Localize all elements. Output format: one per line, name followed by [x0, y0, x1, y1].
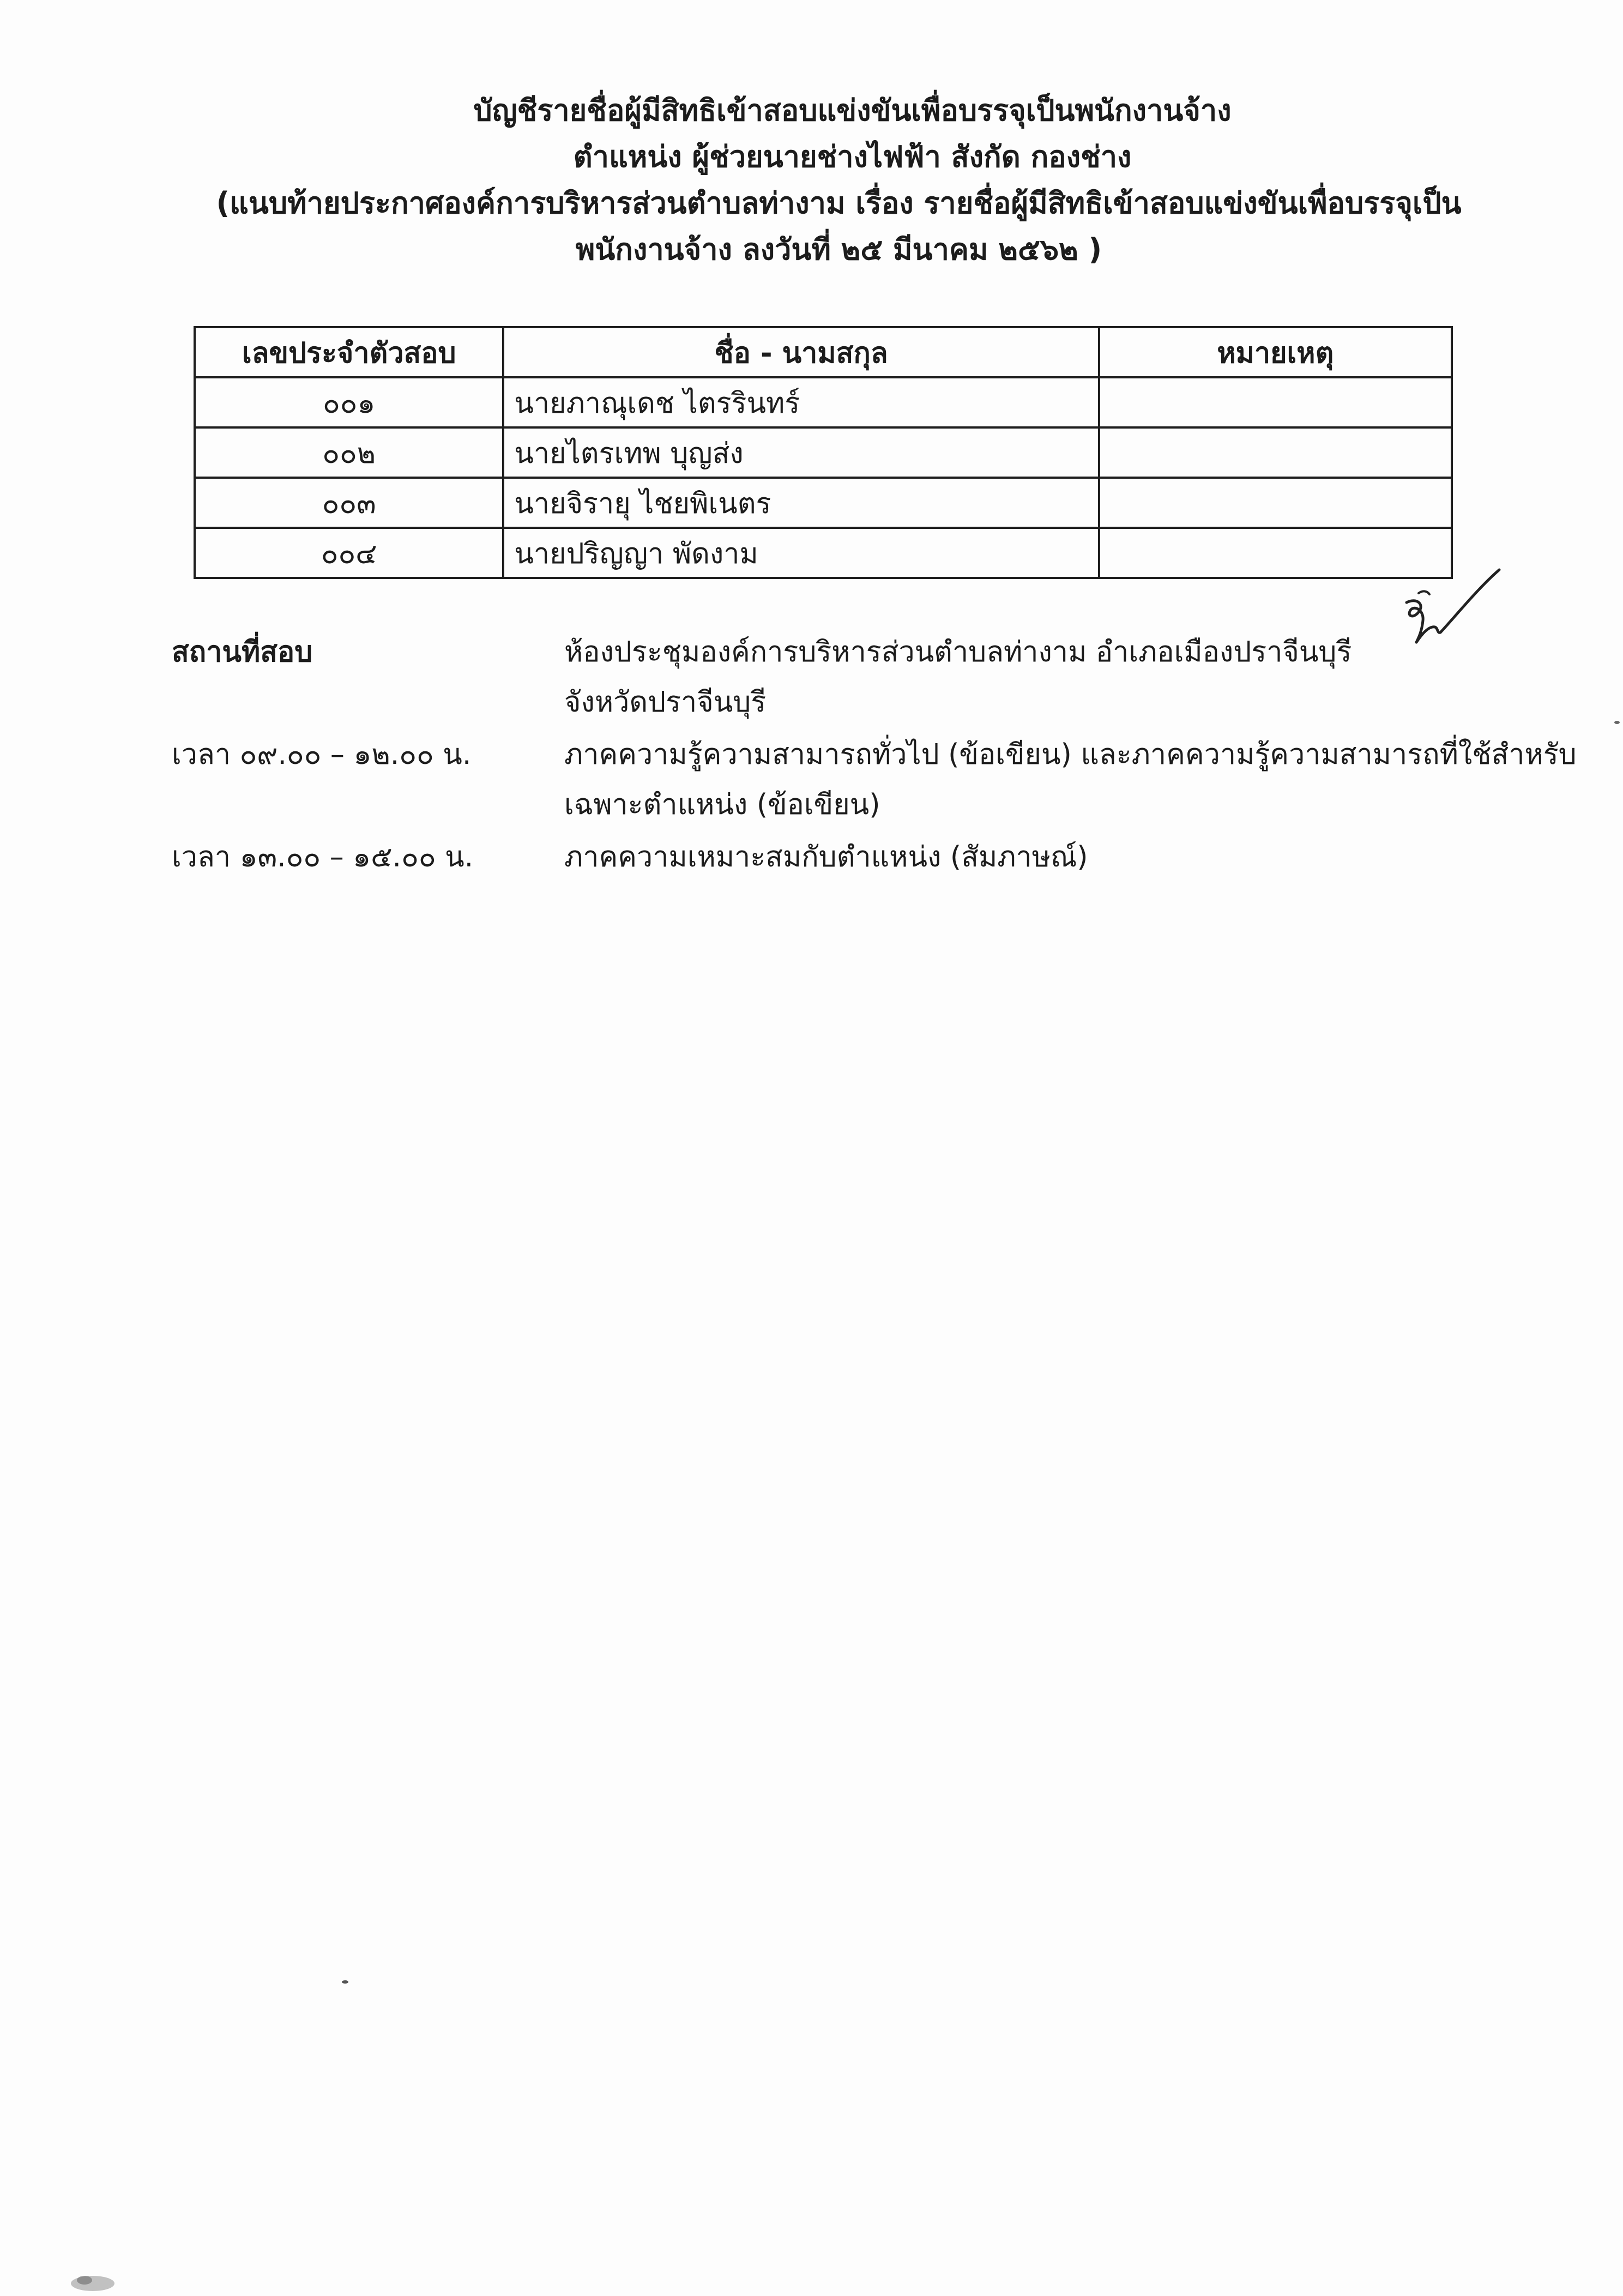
scan-dot-icon	[1614, 720, 1620, 725]
column-header-full-name: ชื่อ - นามสกุล	[503, 327, 1099, 377]
venue-line: ห้องประชุมองค์การบริหารส่วนตำบลท่างาม อำเภอเมืองปราจีนบุรี	[564, 636, 1352, 668]
remarks-cell	[1099, 377, 1452, 427]
session-row	[172, 730, 1577, 830]
venue-row	[172, 627, 1535, 727]
session-description	[564, 832, 1518, 882]
column-header-exam-id: เลขประจำตัวสอบ	[195, 327, 503, 377]
venue-label: สถานที่สอบ	[172, 636, 313, 668]
document-title: บัญชีรายชื่อผู้มีสิทธิเข้าสอบแข่งขันเพื่อบรรจุเป็นพนักงานจ้าง	[473, 93, 1232, 128]
table-row	[195, 478, 1452, 528]
remarks-cell	[1099, 427, 1452, 478]
table-row	[195, 528, 1452, 578]
scan-smudge-icon	[63, 2268, 123, 2295]
session-row	[172, 832, 1535, 882]
venue-line: จังหวัดปราจีนบุรี	[564, 686, 767, 719]
session-description	[564, 730, 1577, 830]
exam-id-cell: ๐๐๒	[195, 427, 503, 478]
exam-id-cell: ๐๐๑	[195, 377, 503, 427]
name-cell: นายปริญญา พัดงาม	[503, 528, 1099, 578]
announcement-line: (แนบท้ายประกาศองค์การบริหารส่วนตำบลท่างาม เรื่อง รายชื่อผู้มีสิทธิเข้าสอบแข่งขันเพื่อบรรจุเป็น	[216, 186, 1462, 220]
column-header-remarks: หมายเหตุ	[1099, 327, 1452, 377]
exam-id-cell: ๐๐๔	[195, 528, 503, 578]
table-header-row	[195, 327, 1452, 377]
document-header	[0, 87, 1623, 273]
session-line: ภาคความเหมาะสมกับตำแหน่ง (สัมภาษณ์)	[564, 841, 1088, 873]
table-row	[195, 427, 1452, 478]
remarks-cell	[1099, 478, 1452, 528]
session-line: เฉพาะตำแหน่ง (ข้อเขียน)	[564, 788, 880, 821]
exam-details	[172, 627, 1577, 884]
venue-value	[564, 627, 1518, 727]
session-line: ภาคความรู้ความสามารถทั่วไป (ข้อเขียน) และภาคความรู้ความสามารถที่ใช้สำหรับ	[564, 738, 1577, 771]
exam-id-cell: ๐๐๓	[195, 478, 503, 528]
candidate-table	[194, 326, 1453, 579]
session-time: เวลา ๐๙.๐๐ – ๑๒.๐๐ น.	[172, 738, 472, 771]
name-cell: นายไตรเทพ บุญส่ง	[503, 427, 1099, 478]
date-line: พนักงานจ้าง ลงวันที่ ๒๕ มีนาคม ๒๕๖๒ )	[575, 232, 1102, 267]
name-cell: นายภาณุเดช ไตรรินทร์	[503, 377, 1099, 427]
scan-dot-icon	[341, 1979, 349, 1985]
session-time: เวลา ๑๓.๐๐ – ๑๕.๐๐ น.	[172, 841, 474, 873]
name-cell: นายจิรายุ ไชยพิเนตร	[503, 478, 1099, 528]
position-line: ตำแหน่ง ผู้ช่วยนายช่างไฟฟ้า สังกัด กองช่าง	[573, 140, 1132, 174]
table-row	[195, 377, 1452, 427]
